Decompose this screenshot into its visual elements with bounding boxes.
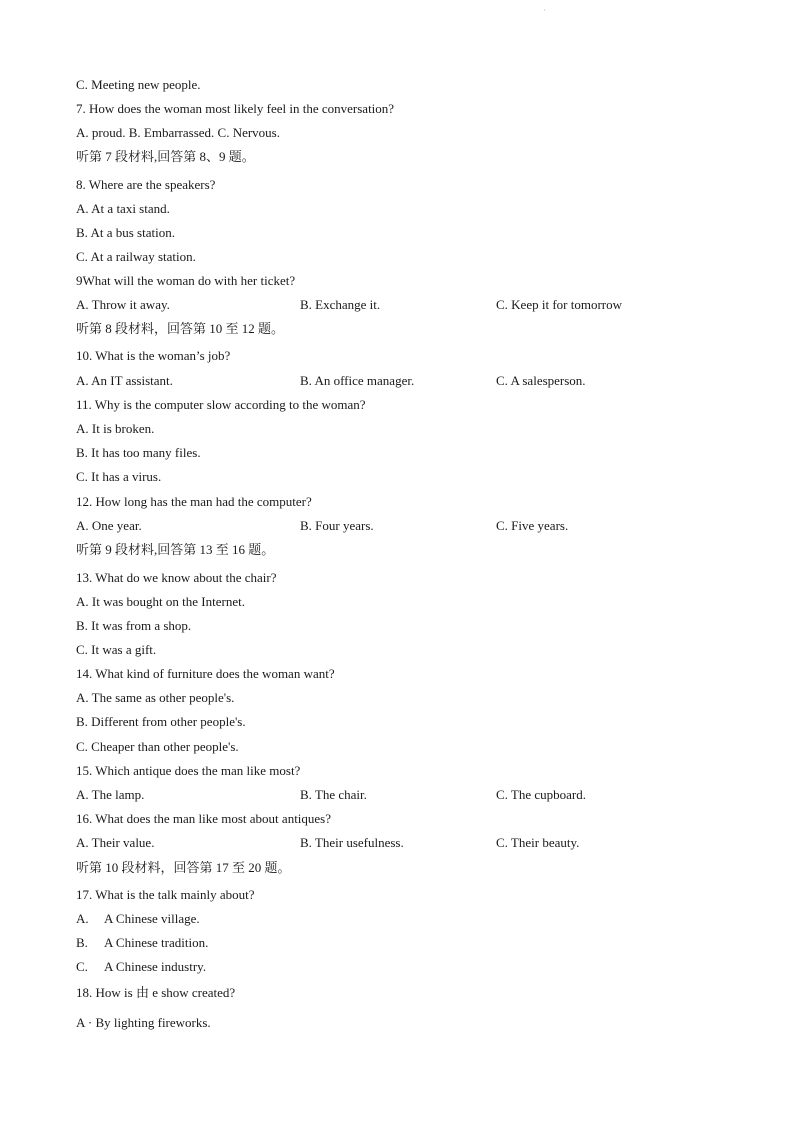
question-18: 18. How is 由 e show created? xyxy=(76,985,236,1000)
option-text: A Chinese industry. xyxy=(104,959,207,974)
option-a-q13: A. It was bought on the Internet. xyxy=(76,594,245,609)
option-letter: C. xyxy=(76,959,88,974)
option-c-q17 xyxy=(76,959,206,975)
option-b-q8: B. At a bus station. xyxy=(76,225,175,240)
question-8: 8. Where are the speakers? xyxy=(76,177,216,192)
option-b-q12: B. Four years. xyxy=(300,518,374,533)
option-c-q11: C. It has a virus. xyxy=(76,469,162,484)
option-b-q10: B. An office manager. xyxy=(300,373,415,388)
option-b-q11: B. It has too many files. xyxy=(76,445,201,460)
option-a-q15: A. The lamp. xyxy=(76,787,145,802)
option-text: A Chinese village. xyxy=(104,911,200,926)
option-c-q12: C. Five years. xyxy=(496,518,569,533)
option-c-q15: C. The cupboard. xyxy=(496,787,587,802)
option-c-q14: C. Cheaper than other people's. xyxy=(76,739,239,754)
option-a-q14: A. The same as other people's. xyxy=(76,690,235,705)
option-c-q16: C. Their beauty. xyxy=(496,835,580,850)
question-9: 9What will the woman do with her ticket? xyxy=(76,273,296,288)
section-instruction-8: 听第 8 段材料，回答第 10 至 12 题。 xyxy=(76,321,285,336)
options-q7: A. proud. B. Embarrassed. C. Nervous. xyxy=(76,125,280,140)
question-15: 15. Which antique does the man like most? xyxy=(76,763,301,778)
question-14: 14. What kind of furniture does the woman want? xyxy=(76,666,335,681)
option-c-q10: C. A salesperson. xyxy=(496,373,586,388)
section-instruction-10: 听第 10 段材料，回答第 17 至 20 题。 xyxy=(76,860,291,875)
option-a-q16: A. Their value. xyxy=(76,835,155,850)
header-mark: · xyxy=(543,6,546,15)
option-a-q8: A. At a taxi stand. xyxy=(76,201,170,216)
question-16: 16. What does the man like most about antiques? xyxy=(76,811,332,826)
option-b-q9: B. Exchange it. xyxy=(300,297,381,312)
option-a-q17 xyxy=(76,911,200,927)
option-text: A Chinese tradition. xyxy=(104,935,209,950)
option-letter: B. xyxy=(76,935,88,950)
option-a-q12: A. One year. xyxy=(76,518,142,533)
section-instruction-7: 听第 7 段材料,回答第 8、9 题。 xyxy=(76,149,255,164)
question-7: 7. How does the woman most likely feel in the conversation? xyxy=(76,101,395,116)
option-a-q10: A. An IT assistant. xyxy=(76,373,173,388)
option-b-q14: B. Different from other people's. xyxy=(76,714,246,729)
option-b-q15: B. The chair. xyxy=(300,787,367,802)
section-instruction-9: 听第 9 段材料,回答第 13 至 16 题。 xyxy=(76,542,275,557)
option-a-q18: A · By lighting fireworks. xyxy=(76,1015,211,1030)
option-b-q17 xyxy=(76,935,208,951)
option-b-q13: B. It was from a shop. xyxy=(76,618,192,633)
option-c-q9: C. Keep it for tomorrow xyxy=(496,297,623,312)
question-10: 10. What is the woman’s job? xyxy=(76,348,231,363)
option-a-q11: A. It is broken. xyxy=(76,421,155,436)
option-c-q13: C. It was a gift. xyxy=(76,642,157,657)
question-11: 11. Why is the computer slow according to the woman? xyxy=(76,397,366,412)
option-c-q8: C. At a railway station. xyxy=(76,249,196,264)
option-letter: A. xyxy=(76,911,89,926)
option-c-q6: C. Meeting new people. xyxy=(76,77,201,92)
question-17: 17. What is the talk mainly about? xyxy=(76,887,255,902)
option-a-q9: A. Throw it away. xyxy=(76,297,170,312)
question-13: 13. What do we know about the chair? xyxy=(76,570,277,585)
question-12: 12. How long has the man had the computer? xyxy=(76,494,312,509)
option-b-q16: B. Their usefulness. xyxy=(300,835,404,850)
